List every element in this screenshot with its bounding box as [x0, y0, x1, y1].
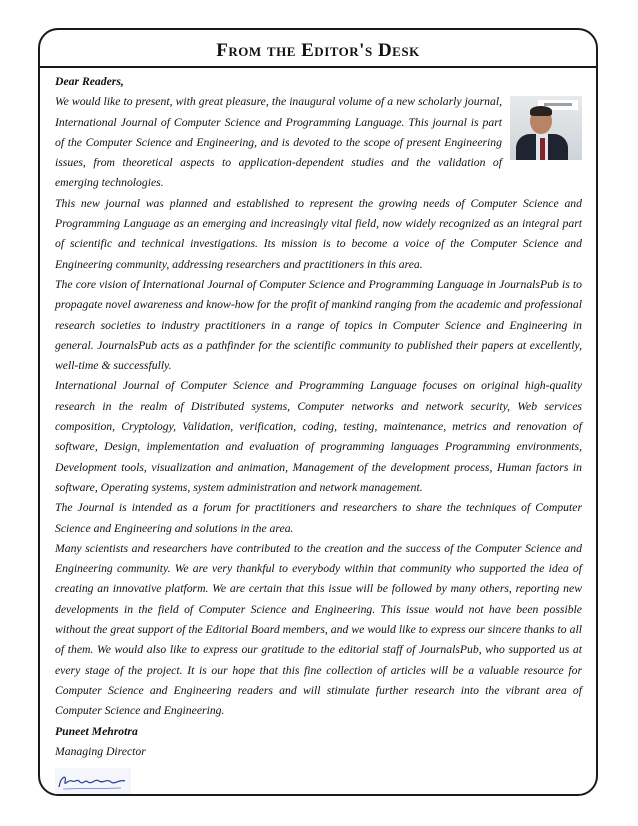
title-divider: [40, 66, 596, 68]
paragraph-scope: International Journal of Computer Science and Programming Language focuses on original high-quality research in the realm of Distributed systems, Computer networks and network security, Web services composition, Cryptology, Validation, verification, coding, testing, maintenance, metrics and renovation of software, Design, implementation and evaluation of programming languages Programming environments, Development tools, visualization and animation, Management of the development process, Human factors in software, Operating systems, system administration and network management.: [55, 379, 582, 494]
editor-name: Puneet Mehrotra: [55, 724, 138, 738]
page-title: From the Editor's Desk: [216, 40, 420, 61]
paragraph-thanks: Many scientists and researchers have contributed to the creation and the success of the Computer Science and Engineering community. We are very thankful to everybody within that community who supported the idea of creating an innovative platform. We are certain that this issue will be followed by many others, reporting new developments in the field of Computer Science and Engineering. This issue would not have been possible without the great support of the Editorial Board members, and we would like to express our sincere thanks to all of them. We would also like to express our gratitude to the editorial staff of JournalsPub, who supported us at every stage of the project. It is our hope that this fine collection of articles will be a valuable resource for Computer Science and Engineering readers and will stimulate further research into the vibrant area of Computer Science and Engineering.: [55, 541, 582, 718]
paragraph-intro: We would like to present, with great pleasure, the inaugural volume of a new scholarly journal, International Journal of Computer Science and Programming Language. This journal is part of the Computer Science and Engineering, and is devoted to the scope of present Engineering issues, from theoretical aspects to application-dependent studies and the validation of emerging technologies.: [55, 95, 502, 190]
signature-image: [55, 768, 131, 794]
editor-role: Managing Director: [55, 744, 146, 758]
editorial-body: [55, 72, 582, 801]
greeting: Dear Readers,: [55, 75, 124, 88]
paragraph-vision: The core vision of International Journal of Computer Science and Programming Language in JournalsPub is to propagate novel awareness and know-how for the profit of mankind ranging from the academic and professional research societies to industry practitioners in a range of topics in Computer Science and Engineering in general. JournalsPub acts as a pathfinder for the scientific community to published their papers at excellently, well-time & successfully.: [55, 277, 582, 373]
paragraph-forum: The Journal is intended as a forum for practitioners and researchers to share the techniques of Computer Science and Engineering and solutions in the area.: [55, 501, 582, 535]
paragraph-purpose: This new journal was planned and established to represent the growing needs of Computer Science and Programming Language as an emerging and increasingly vital field, now widely recognized as an integral part of scientific and technical investigations. Its mission is to become a voice of the Computer Science and Engineering community, addressing researchers and practitioners in this area.: [55, 196, 582, 271]
editor-photo: [510, 96, 582, 160]
